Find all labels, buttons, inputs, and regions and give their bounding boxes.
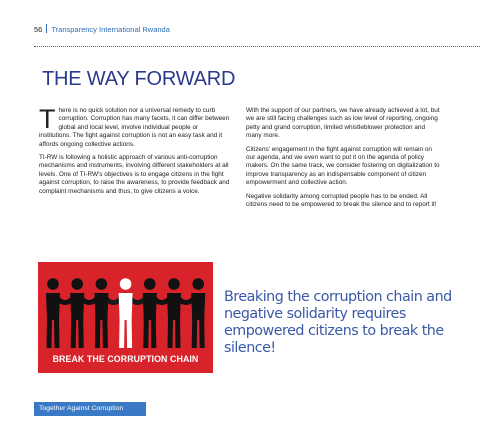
black-figure <box>94 278 108 348</box>
drop-cap: T <box>39 104 56 134</box>
page-header <box>34 24 170 35</box>
linked-arms <box>155 299 169 303</box>
challenges-paragraph: With the support of our partners, we have already achieved a lot, but we are still facing challenges such as low level of reporting, ongoing petty and grand corruption, limited whistleblower protection and many more. <box>246 107 440 140</box>
white-figure <box>119 278 133 348</box>
header-separator <box>46 24 47 33</box>
page-title: THE WAY FORWARD <box>42 68 236 90</box>
linked-arms <box>106 299 120 303</box>
solidarity-paragraph: Negative solidarity among corrupted people has to be ended. All citizens need to be empowered to break the silence and to report it! <box>246 192 437 209</box>
black-figure <box>143 278 157 348</box>
organization-name: Transparency International Rwanda <box>51 25 170 34</box>
footer-label: Together Against Corruption <box>39 405 124 412</box>
pull-quote: Breaking the corruption chain and negative solidarity requires empowered citizens to break the silence! <box>224 289 452 356</box>
black-figure <box>191 278 205 348</box>
page-number: 56 <box>34 25 43 34</box>
chain-figures-illustration <box>38 262 213 354</box>
approach-paragraph: TI-RW is following a holistic approach of various anti-corruption mechanisms and instruments, involving different stakeholders at all levels. One of TI-RW's objectives is to engage citizens in the fight against corruption, to raise the awareness, to provide feedback and complaint mechanisms and thus, to give citizens a voice. <box>39 154 230 195</box>
linked-arms <box>58 299 72 303</box>
black-figure <box>70 278 84 348</box>
dotted-divider <box>34 46 480 47</box>
linked-arms <box>131 299 145 303</box>
intro-paragraph-text: here is no quick solution nor a universal remedy to curb corruption. Corruption has many facets, it can differ between global and local level, involve individual people or institutions. The fight against corruption is not an easy task and it affords ongoing collective actions. <box>39 107 230 148</box>
black-figure <box>167 278 181 348</box>
intro-paragraph <box>39 104 231 149</box>
banner-caption: BREAK THE CORRUPTION CHAIN <box>52 354 199 364</box>
black-figure <box>46 278 60 348</box>
engagement-paragraph: Citizens' engagement in the fight against corruption will remain on our agenda, and we even want to put it on the agenda of policy makers. On the same track, we consider fostering on digitalization to improve transparency as an indispensable component of citizen empowerment and collective action. <box>246 145 440 187</box>
linked-arms <box>179 299 193 303</box>
right-text-column <box>246 107 442 214</box>
left-text-column <box>39 104 231 201</box>
linked-arms <box>82 299 96 303</box>
corruption-chain-banner <box>38 262 213 373</box>
